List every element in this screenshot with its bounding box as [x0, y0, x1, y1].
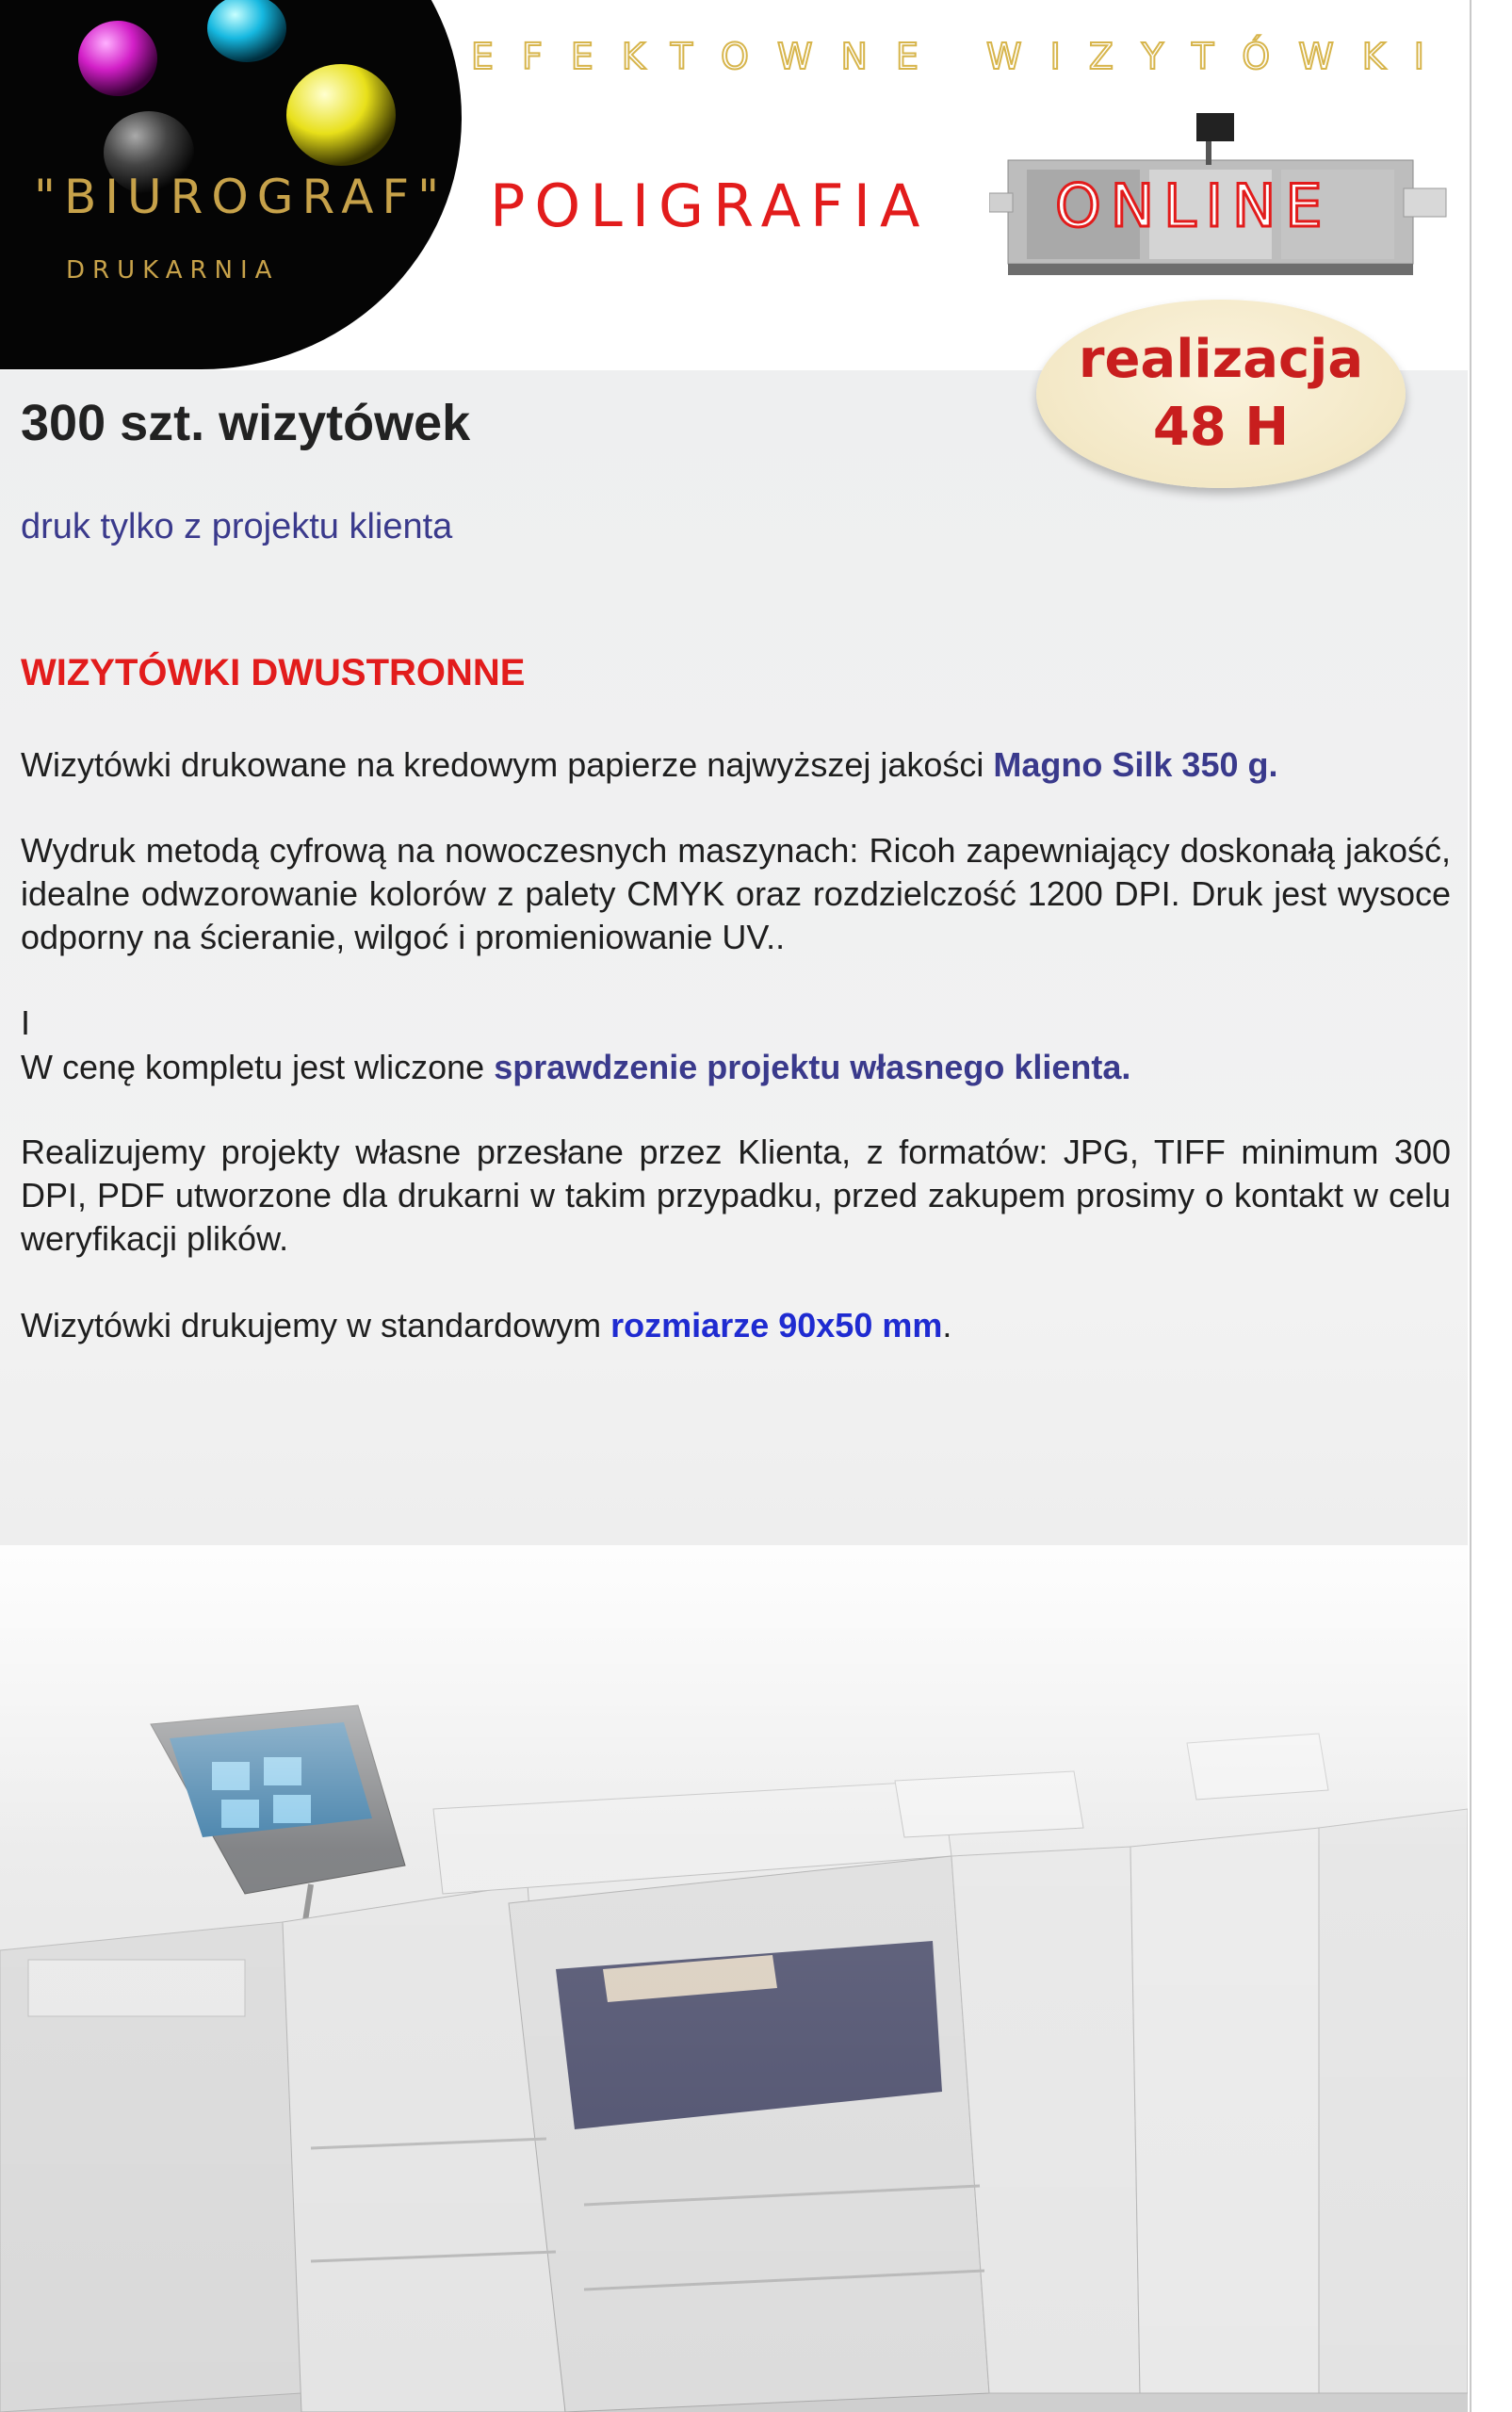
- stray-character: I: [21, 1003, 31, 1042]
- price-includes-text: W cenę kompletu jest wliczone: [21, 1048, 495, 1086]
- delivery-badge: [1036, 300, 1406, 488]
- print-method-paragraph: Wydruk metodą cyfrową na nowoczesnych maszynach: Ricoh zapewniający doskonałą jakość, idealne odwzorowanie kolorów z palety CMYK oraz rozdzielczość 1200 DPI. Druk jest wysoce odporny na ścieranie, wilgoć i promieniowanie UV..: [21, 831, 1451, 956]
- size-highlight: rozmiarze 90x50 mm: [610, 1306, 943, 1345]
- price-includes-highlight: sprawdzenie projektu własnego klienta.: [494, 1048, 1131, 1086]
- size-end: .: [942, 1306, 952, 1345]
- formats-paragraph: Realizujemy projekty własne przesłane przez Klienta, z formatów: JPG, TIFF minimum 300 DPI, PDF utworzone dla drukarni w takim przypadku, przed zakupem prosimy o kontakt w celu weryfikacji plików.: [21, 1133, 1451, 1258]
- price-includes-paragraph: [21, 1046, 1451, 1089]
- paper-text: Wizytówki drukowane na kredowym papierze najwyższej jakości: [21, 745, 994, 784]
- paper-highlight: Magno Silk 350 g.: [993, 745, 1278, 784]
- brand-name: "BIUROGRAF": [34, 170, 448, 224]
- section-heading: WIZYTÓWKI DWUSTRONNE: [21, 652, 526, 693]
- badge-line-1: realizacja: [1078, 329, 1364, 390]
- size-paragraph: [21, 1304, 1451, 1347]
- title-poligrafia: POLIGRAFIA: [490, 171, 930, 240]
- xerox-printer-photo: [0, 1545, 1468, 2412]
- paper-paragraph: [21, 743, 1451, 787]
- product-subtitle: druk tylko z projektu klienta: [21, 507, 453, 546]
- size-text: Wizytówki drukujemy w standardowym: [21, 1306, 611, 1345]
- right-margin-strip: [1470, 0, 1512, 2412]
- brand-subtitle: DRUKARNIA: [66, 256, 280, 285]
- badge-line-2: 48 H: [1152, 397, 1290, 458]
- header-tagline: EFEKTOWNE WIZYTÓWKI: [471, 36, 1453, 77]
- product-title: 300 szt. wizytówek: [21, 395, 471, 451]
- title-online: ONLINE: [1055, 171, 1332, 240]
